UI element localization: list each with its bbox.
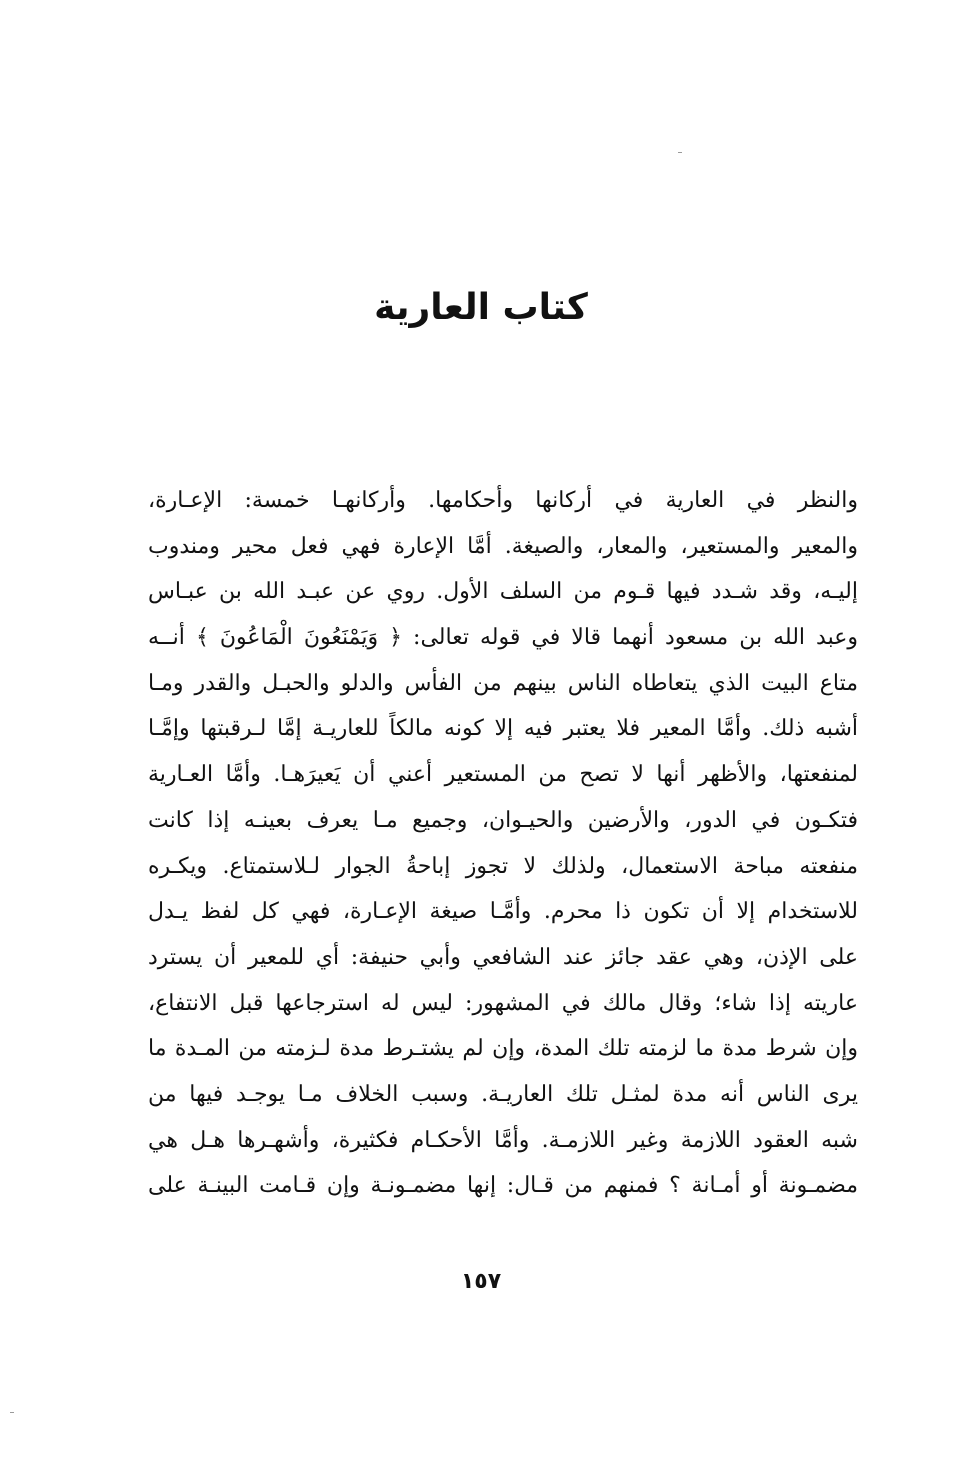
text-line: للاستخدام إلا أن تكون ذا محرم. وأمَّـا صيغة الإعـارة، فهي كل لفظ يـدل — [148, 899, 858, 925]
text-line: والمعير والمستعير، والمعار، والصيغة. أمَّا الإعارة فهي فعل محير ومندوب — [148, 533, 858, 559]
text-line: شبه العقود اللازمة وغير اللازمـة. وأمَّا الأحكـام فكثيرة، وأشهـرها هـل هي — [148, 1127, 858, 1153]
text-line: متاع البيت الذي يتعاطاه الناس بينهم من الفأس والدلو والحبـل والقدر ومـا — [148, 670, 858, 696]
chapter-title: كتاب العارية — [374, 287, 588, 328]
text-line: وعبد الله بن مسعود أنهما قالا في قوله تعالى: ﴿ وَيَمْنَعُونَ الْمَاعُونَ ﴾ أنــه — [148, 625, 858, 651]
text-line: فتكـون في الدور، والأرضين والحيـوان، وجميع مـا يعرف بعينـه إذا كانت — [148, 807, 858, 833]
scan-speck — [10, 1412, 14, 1413]
page-number: ١٥٧ — [460, 1269, 502, 1294]
text-line: إليـه، وقد شـدد فيها قـوم من السلف الأول. روي عن عبـد الله بن عبـاس — [148, 579, 858, 605]
text-line: مضمـونة أو أمـانة ؟ فمنهم من قـال: إنها مضمـونـة وإن قـامت البينـة على — [148, 1173, 858, 1199]
text-line: عاريته إذا شاء؛ وقال مالك في المشهور: ليس له استرجاعها قبل الانتفاع، — [148, 990, 858, 1016]
text-line: وإن شرط مدة ما لزمته تلك المدة، وإن لم يشتـرط مدة لـزمته من المـدة ما — [148, 1036, 858, 1062]
text-line: لمنفعتها، والأظهر أنها لا تصح من المستعير أعني أن يَعيرَهـا. وأمَّا العـارية — [148, 762, 858, 788]
scan-speck — [678, 152, 682, 153]
text-line: منفعته مباحة الاستعمال، ولذلك لا تجوز إباحةُ الجوار لـلاستمتاع. ويكـره — [148, 853, 858, 879]
body-text — [148, 478, 858, 1209]
text-line: والنظر في العارية في أركانها وأحكامها. وأركانهـا خمسة: الإعـارة، — [148, 488, 858, 513]
text-line: أشبه ذلك. وأمَّا المعير فلا يعتبر فيه إلا كونه مالكاً للعاريـة إمَّا لـرقبتها وإمَّـا — [148, 716, 858, 742]
text-line: يرى الناس أنه مدة لمثـل تلك العاريـة. وسبب الخلاف مـا يوجـد فيها من — [148, 1081, 858, 1107]
text-line: على الإذن، وهي عقد جائز عند الشافعي وأبي حنيفة: أي للمعير أن يسترد — [148, 944, 858, 970]
